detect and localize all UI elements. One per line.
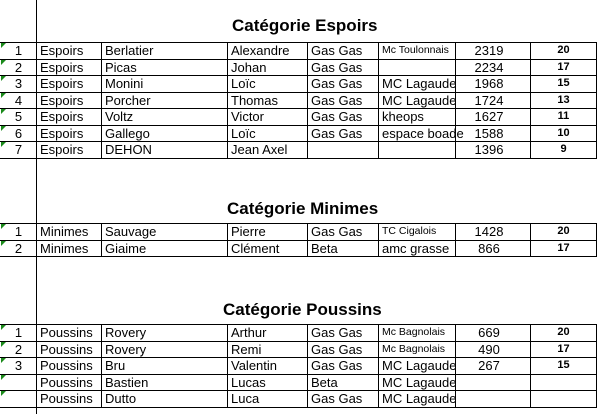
cell-nom[interactable]: Bru	[105, 358, 126, 373]
cell-cat[interactable]: Espoirs	[40, 60, 84, 75]
cell-moto[interactable]: Beta	[311, 241, 338, 256]
section-title: Catégorie Minimes	[227, 199, 379, 218]
cell-score[interactable]	[531, 391, 596, 407]
cell-club[interactable]: MC Lagaude	[382, 391, 457, 406]
cell-pts[interactable]	[456, 391, 530, 407]
cell-nom[interactable]: Porcher	[105, 93, 151, 108]
cell-moto[interactable]: Gas Gas	[311, 60, 363, 75]
cell-moto[interactable]: Gas Gas	[311, 126, 363, 141]
cell-club[interactable]: MC Lagaude	[382, 358, 457, 373]
cell-nom[interactable]: Rovery	[105, 342, 147, 357]
grid-line	[596, 42, 597, 159]
cell-pts[interactable]: 669	[478, 325, 500, 340]
cell-prenom[interactable]: Remi	[231, 342, 262, 357]
cell-score[interactable]: 20	[557, 44, 570, 56]
cell-club[interactable]: espace boade	[382, 126, 464, 141]
cell-score[interactable]: 10	[557, 127, 570, 139]
cell-pts[interactable]: 866	[478, 241, 500, 256]
cell-moto[interactable]: Gas Gas	[311, 93, 363, 108]
cell-cat[interactable]: Minimes	[40, 241, 89, 256]
cell-club[interactable]: MC Lagaude	[382, 375, 457, 390]
cell-moto[interactable]: Gas Gas	[311, 43, 363, 58]
cell-nom[interactable]: Sauvage	[105, 224, 157, 239]
cell-n[interactable]: 2	[14, 342, 23, 357]
cell-prenom[interactable]: Loïc	[231, 76, 256, 91]
cell-n[interactable]: 2	[14, 241, 23, 256]
cell-prenom[interactable]: Clément	[231, 241, 280, 256]
cell-club[interactable]: Mc Toulonnais	[382, 44, 449, 56]
cell-n[interactable]: 1	[14, 325, 23, 340]
cell-moto[interactable]: Gas Gas	[311, 109, 363, 124]
cell-cat[interactable]: Poussins	[40, 358, 93, 373]
cell-club[interactable]: kheops	[382, 109, 424, 124]
cell-club[interactable]: MC Lagaude	[382, 76, 457, 91]
cell-moto[interactable]: Beta	[311, 375, 338, 390]
cell-cat[interactable]: Espoirs	[40, 142, 84, 157]
cell-prenom[interactable]: Jean Axel	[231, 142, 288, 157]
cell-moto[interactable]: Gas Gas	[311, 325, 363, 340]
cell-prenom[interactable]: Alexandre	[231, 43, 290, 58]
grid-line	[0, 407, 596, 408]
cell-club[interactable]: Mc Bagnolais	[382, 343, 446, 355]
cell-pts[interactable]: 490	[478, 342, 500, 357]
cell-score[interactable]: 17	[557, 343, 570, 355]
cell-cat[interactable]: Espoirs	[40, 76, 84, 91]
cell-pts[interactable]: 1588	[474, 126, 504, 141]
cell-n[interactable]: 1	[14, 224, 23, 239]
cell-score[interactable]: 20	[557, 326, 570, 338]
cell-pts[interactable]: 1627	[474, 109, 504, 124]
cell-cat[interactable]: Poussins	[40, 342, 93, 357]
section-title: Catégorie Poussins	[223, 300, 382, 319]
cell-pts[interactable]: 267	[478, 358, 500, 373]
grid-line	[596, 324, 597, 408]
cell-pts[interactable]: 1968	[474, 76, 504, 91]
cell-n[interactable]: 3	[14, 76, 23, 91]
cell-n[interactable]: 2	[14, 60, 23, 75]
grid-line	[596, 223, 597, 257]
cell-prenom[interactable]: Lucas	[231, 375, 266, 390]
cell-nom[interactable]: Rovery	[105, 325, 147, 340]
cell-pts[interactable]: 1724	[474, 93, 504, 108]
cell-pts[interactable]: 1428	[474, 224, 504, 239]
cell-nom[interactable]: Dutto	[105, 391, 137, 406]
grid-line	[0, 158, 596, 159]
cell-prenom[interactable]: Johan	[231, 60, 267, 75]
cell-prenom[interactable]: Luca	[231, 391, 260, 406]
cell-prenom[interactable]: Valentin	[231, 358, 278, 373]
cell-cat[interactable]: Poussins	[40, 325, 93, 340]
cell-cat[interactable]: Poussins	[40, 375, 93, 390]
cell-pts[interactable]	[456, 375, 530, 391]
cell-n[interactable]: 6	[14, 126, 23, 141]
cell-score[interactable]	[531, 375, 596, 391]
cell-nom[interactable]: Bastien	[105, 375, 149, 390]
cell-nom[interactable]: DEHON	[105, 142, 152, 157]
cell-prenom[interactable]: Victor	[231, 109, 264, 124]
cell-cat[interactable]: Espoirs	[40, 93, 84, 108]
cell-score[interactable]: 15	[557, 77, 570, 89]
cell-n[interactable]: 7	[14, 142, 23, 157]
cell-moto[interactable]	[308, 142, 378, 158]
cell-n[interactable]	[1, 375, 36, 391]
cell-club[interactable]: MC Lagaude	[382, 93, 457, 108]
cell-prenom[interactable]: Arthur	[231, 325, 267, 340]
cell-moto[interactable]: Gas Gas	[311, 342, 363, 357]
cell-n[interactable]	[1, 391, 36, 407]
cell-cat[interactable]: Minimes	[40, 224, 89, 239]
cell-moto[interactable]: Gas Gas	[311, 391, 363, 406]
cell-pts[interactable]: 2319	[474, 43, 504, 58]
cell-score[interactable]: 17	[557, 242, 570, 254]
cell-cat[interactable]: Espoirs	[40, 126, 84, 141]
cell-nom[interactable]: Gallego	[105, 126, 150, 141]
cell-prenom[interactable]: Loïc	[231, 126, 256, 141]
cell-pts[interactable]: 2234	[474, 60, 504, 75]
cell-pts[interactable]: 1396	[474, 142, 504, 157]
cell-n[interactable]: 3	[14, 358, 23, 373]
cell-cat[interactable]: Espoirs	[40, 109, 84, 124]
cell-club[interactable]	[379, 142, 455, 158]
cell-score[interactable]: 11	[557, 110, 570, 122]
cell-prenom[interactable]: Pierre	[231, 224, 266, 239]
cell-club[interactable]: amc grasse	[382, 241, 450, 256]
cell-n[interactable]: 5	[14, 109, 23, 124]
cell-nom[interactable]: Giaime	[105, 241, 147, 256]
cell-nom[interactable]: Voltz	[105, 109, 134, 124]
cell-moto[interactable]: Gas Gas	[311, 224, 363, 239]
cell-nom[interactable]: Monini	[105, 76, 144, 91]
cell-score[interactable]: 15	[557, 359, 570, 371]
cell-n[interactable]: 1	[14, 43, 23, 58]
cell-moto[interactable]: Gas Gas	[311, 76, 363, 91]
cell-cat[interactable]: Poussins	[40, 391, 93, 406]
cell-club[interactable]	[379, 60, 455, 76]
cell-n[interactable]: 4	[14, 93, 23, 108]
cell-club[interactable]: Mc Bagnolais	[382, 326, 446, 338]
cell-score[interactable]: 13	[557, 94, 570, 106]
cell-cat[interactable]: Espoirs	[40, 43, 84, 58]
cell-score[interactable]: 9	[560, 143, 567, 155]
cell-prenom[interactable]: Thomas	[231, 93, 278, 108]
cell-score[interactable]: 20	[557, 225, 570, 237]
cell-nom[interactable]: Berlatier	[105, 43, 154, 58]
section-title: Catégorie Espoirs	[232, 16, 378, 35]
cell-moto[interactable]: Gas Gas	[311, 358, 363, 373]
cell-club[interactable]: TC Cigalois	[382, 225, 437, 237]
cell-score[interactable]: 17	[557, 61, 570, 73]
cell-nom[interactable]: Picas	[105, 60, 137, 75]
